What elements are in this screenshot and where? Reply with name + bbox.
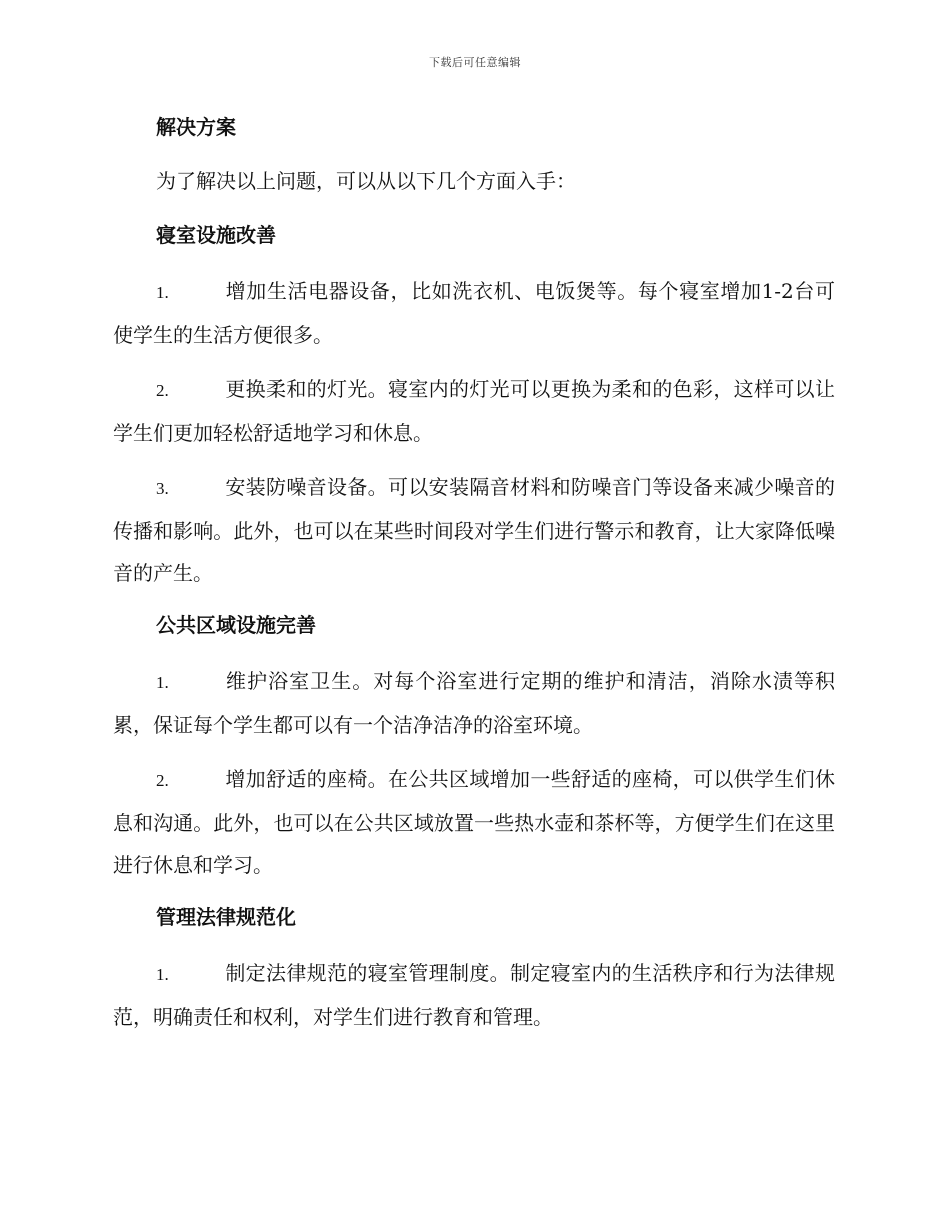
header-note: 下载后可任意编辑: [429, 56, 521, 69]
list-number: 1.: [156, 283, 169, 302]
list-item-text: 更换柔和的灯光。寝室内的灯光可以更换为柔和的色彩，这样可以让学生们更加轻松舒适地学习和休息。: [113, 377, 835, 445]
list-item: [113, 368, 835, 454]
section-heading-solution: 解决方案: [156, 115, 236, 139]
list-item-text: 增加生活电器设备，比如洗衣机、电饭煲等。每个寝室增加1-2台可使学生的生活方便很多。: [113, 279, 835, 347]
list-item-text: 维护浴室卫生。对每个浴室进行定期的维护和清洁，消除水渍等积累，保证每个学生都可以有一个洁净洁净的浴室环境。: [113, 669, 835, 737]
list-item: [113, 952, 835, 1038]
section-heading-public: 公共区域设施完善: [156, 613, 316, 637]
list-number: 2.: [156, 381, 169, 400]
list-item-text: 安装防噪音设备。可以安装隔音材料和防噪音门等设备来减少噪音的传播和影响。此外，也可以在某些时间段对学生们进行警示和教育，让大家降低噪音的产生。: [113, 475, 835, 585]
list-item: [113, 270, 835, 356]
list-number: 1.: [156, 673, 169, 692]
list-item-text: 增加舒适的座椅。在公共区域增加一些舒适的座椅，可以供学生们休息和沟通。此外，也可以在公共区域放置一些热水壶和茶杯等，方便学生们在这里进行休息和学习。: [113, 767, 835, 877]
list-number: 2.: [156, 771, 169, 790]
list-number: 1.: [156, 965, 169, 984]
section-heading-law: 管理法律规范化: [156, 905, 296, 929]
section-heading-dorm: 寝室设施改善: [156, 223, 276, 247]
list-item-text: 制定法律规范的寝室管理制度。制定寝室内的生活秩序和行为法律规范，明确责任和权利，对学生们进行教育和管理。: [113, 961, 835, 1029]
intro-paragraph: 为了解决以上问题，可以从以下几个方面入手：: [156, 169, 576, 193]
list-number: 3.: [156, 479, 169, 498]
list-item: [113, 758, 835, 886]
list-item: [113, 466, 835, 594]
document-body: [113, 108, 835, 1050]
list-item: [113, 660, 835, 746]
